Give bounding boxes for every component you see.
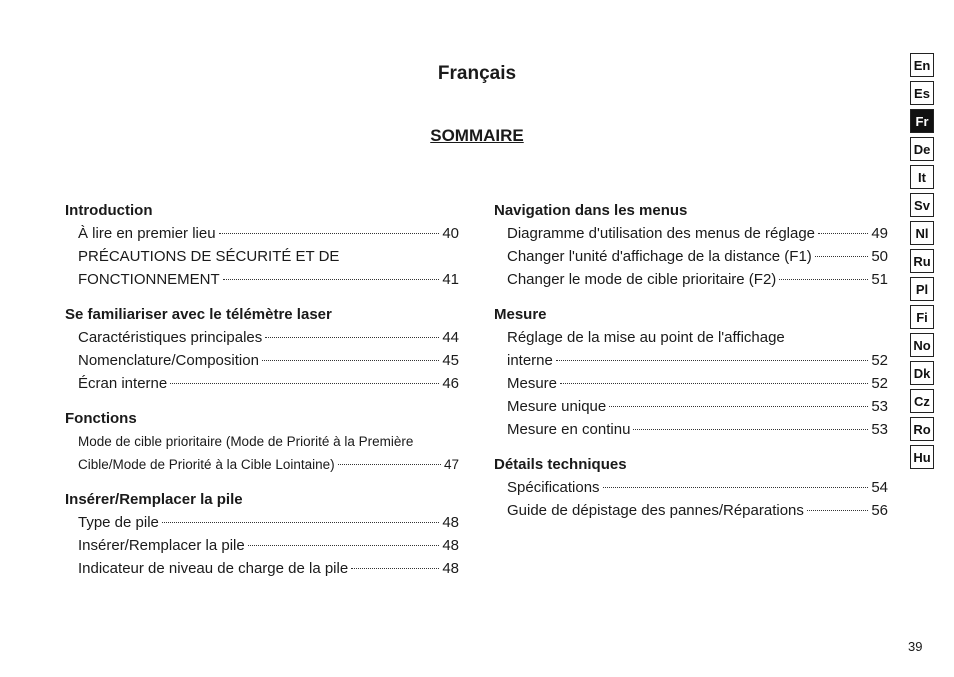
language-tab-fi[interactable]: Fi <box>910 305 934 329</box>
language-title: Français <box>437 63 517 84</box>
entry-page: 56 <box>871 502 888 519</box>
language-tab-en[interactable]: En <box>910 53 934 77</box>
dot-leader <box>265 336 439 338</box>
toc-section-fonctions <box>65 408 459 476</box>
entry-page: 47 <box>443 457 459 472</box>
entry-page: 48 <box>442 537 459 554</box>
entry-page: 46 <box>442 375 459 392</box>
entry-page: 53 <box>871 398 888 415</box>
page-number: 39 <box>908 639 923 654</box>
dot-leader <box>807 509 868 511</box>
dot-leader <box>262 359 439 361</box>
language-tab-nl[interactable]: Nl <box>910 221 934 245</box>
toc-entry[interactable] <box>65 372 459 395</box>
entry-page: 40 <box>442 225 459 242</box>
entry-text-line1: PRÉCAUTIONS DE SÉCURITÉ ET DE <box>78 248 340 265</box>
entry-text: Type de pile <box>78 514 159 531</box>
entry-text: Mesure en continu <box>507 421 631 438</box>
entry-page: 49 <box>871 225 888 242</box>
dot-leader <box>351 567 439 569</box>
toc-title: SOMMAIRE <box>430 126 524 145</box>
entry-page: 48 <box>442 560 459 577</box>
toc-section-introduction <box>65 200 459 291</box>
toc-entry[interactable] <box>65 430 459 476</box>
entry-text: Guide de dépistage des pannes/Réparations <box>507 502 804 519</box>
section-heading: Fonctions <box>65 410 137 427</box>
toc-entry[interactable] <box>65 534 459 557</box>
dot-leader <box>219 232 440 234</box>
dot-leader <box>248 544 440 546</box>
section-heading: Se familiariser avec le télémètre laser <box>65 306 332 323</box>
entry-text: Changer l'unité d'affichage de la distance (F1) <box>507 248 812 265</box>
dot-leader <box>633 428 868 430</box>
dot-leader <box>338 463 441 465</box>
language-tab-de[interactable]: De <box>910 137 934 161</box>
toc-entry[interactable] <box>65 222 459 245</box>
language-tab-sv[interactable]: Sv <box>910 193 934 217</box>
entry-text: Nomenclature/Composition <box>78 352 259 369</box>
language-tab-dk[interactable]: Dk <box>910 361 934 385</box>
entry-text: Mesure <box>507 375 558 392</box>
entry-text: Mesure unique <box>507 398 607 415</box>
entry-page: 50 <box>871 248 888 265</box>
language-tab-es[interactable]: Es <box>910 81 934 105</box>
language-tab-fr[interactable]: Fr <box>910 109 934 133</box>
entry-text: Cible/Mode de Priorité à la Cible Lointaine) <box>78 457 335 472</box>
language-tab-pl[interactable]: Pl <box>910 277 934 301</box>
entry-text: À lire en premier lieu <box>78 225 216 242</box>
toc-entry[interactable] <box>494 268 888 291</box>
language-tab-it[interactable]: It <box>910 165 934 189</box>
entry-text-line1: Mode de cible prioritaire (Mode de Priorité à la Première <box>78 434 414 449</box>
toc-entry[interactable] <box>494 326 888 372</box>
toc-entry[interactable] <box>494 476 888 499</box>
language-tab-cz[interactable]: Cz <box>910 389 934 413</box>
entry-text: Diagramme d'utilisation des menus de réglage <box>507 225 816 242</box>
entry-text-line1: Réglage de la mise au point de l'affichage <box>507 329 785 346</box>
toc-entry[interactable] <box>65 245 459 291</box>
toc-entry[interactable] <box>65 511 459 534</box>
toc-section-pile <box>65 489 459 580</box>
toc-left-column <box>65 200 459 593</box>
entry-text: Écran interne <box>78 375 168 392</box>
section-heading: Insérer/Remplacer la pile <box>65 491 243 508</box>
toc-section-familiariser <box>65 304 459 395</box>
toc-section-navigation <box>494 200 888 291</box>
toc-entry[interactable] <box>494 245 888 268</box>
language-tab-hu[interactable]: Hu <box>910 445 934 469</box>
dot-leader <box>609 405 868 407</box>
language-tabs <box>910 53 934 473</box>
entry-text: Spécifications <box>507 479 600 496</box>
entry-page: 45 <box>442 352 459 369</box>
entry-page: 53 <box>871 421 888 438</box>
dot-leader <box>603 486 869 488</box>
toc-right-column <box>494 200 888 535</box>
section-heading: Détails techniques <box>494 456 627 473</box>
entry-page: 54 <box>871 479 888 496</box>
entry-text: Indicateur de niveau de charge de la pile <box>78 560 349 577</box>
toc-section-details <box>494 454 888 522</box>
language-tab-ru[interactable]: Ru <box>910 249 934 273</box>
language-tab-ro[interactable]: Ro <box>910 417 934 441</box>
toc-entry[interactable] <box>65 326 459 349</box>
dot-leader <box>779 278 868 280</box>
entry-page: 44 <box>442 329 459 346</box>
dot-leader <box>223 278 440 280</box>
toc-entry[interactable] <box>65 349 459 372</box>
toc-entry[interactable] <box>494 222 888 245</box>
entry-page: 52 <box>871 375 888 392</box>
dot-leader <box>162 521 439 523</box>
toc-entry[interactable] <box>494 418 888 441</box>
section-heading: Navigation dans les menus <box>494 202 688 219</box>
dot-leader <box>560 382 868 384</box>
entry-page: 52 <box>871 352 888 369</box>
entry-text: Caractéristiques principales <box>78 329 263 346</box>
entry-page: 41 <box>442 271 459 288</box>
dot-leader <box>556 359 868 361</box>
entry-text: interne <box>507 352 553 369</box>
toc-entry[interactable] <box>494 395 888 418</box>
dot-leader <box>815 255 869 257</box>
dot-leader <box>170 382 439 384</box>
toc-entry[interactable] <box>65 557 459 580</box>
toc-entry[interactable] <box>494 372 888 395</box>
entry-page: 51 <box>871 271 888 288</box>
entry-text: Changer le mode de cible prioritaire (F2) <box>507 271 777 288</box>
toc-section-mesure <box>494 304 888 441</box>
entry-text: Insérer/Remplacer la pile <box>78 537 245 554</box>
toc-entry[interactable] <box>494 499 888 522</box>
entry-text: FONCTIONNEMENT <box>78 271 220 288</box>
section-heading: Mesure <box>494 306 547 323</box>
dot-leader <box>818 232 868 234</box>
entry-page: 48 <box>442 514 459 531</box>
language-tab-no[interactable]: No <box>910 333 934 357</box>
section-heading: Introduction <box>65 202 153 219</box>
